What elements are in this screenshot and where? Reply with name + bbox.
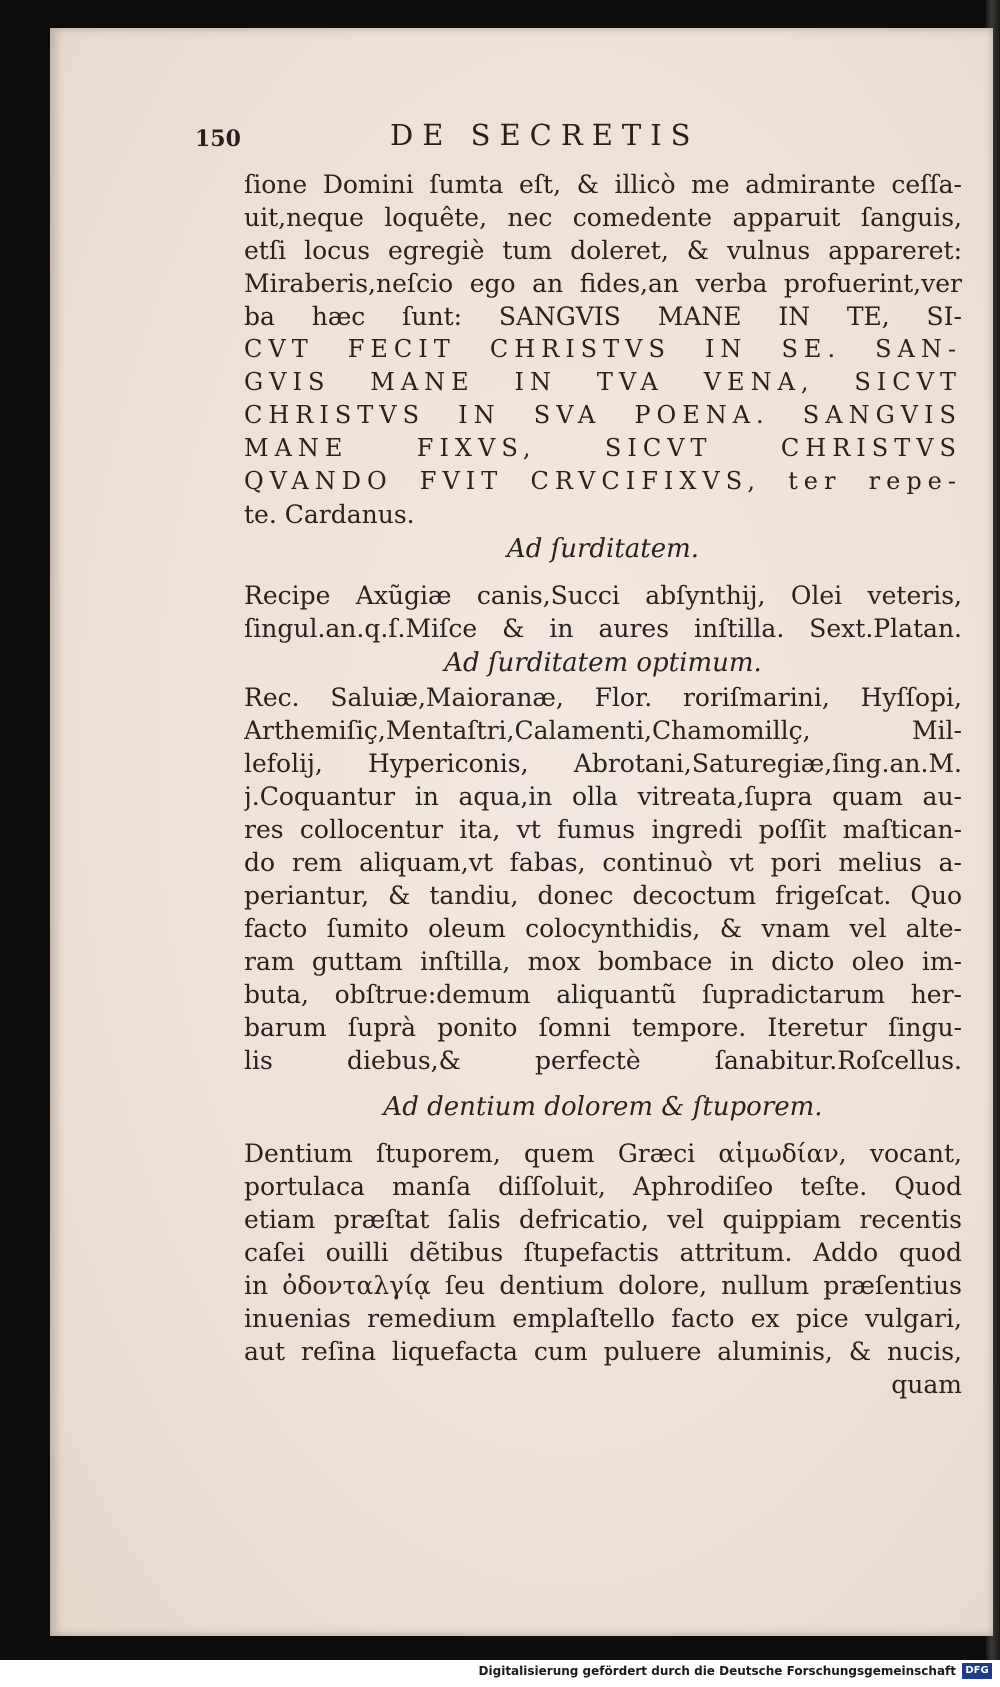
text-line: etiam præſtat ſalis defricatio, vel quippiam recentis bbox=[244, 1205, 962, 1234]
funding-credit: Digitalisierung gefördert durch die Deutsche Forschungsgemeinschaft bbox=[478, 1664, 956, 1678]
incantation-line: MANE FIXVS, SICVT CHRISTVS bbox=[244, 434, 962, 462]
text-line: te. Cardanus. bbox=[244, 500, 415, 529]
text-line: barum ſuprà ponito ſomni tempore. Iteretur ſingu- bbox=[244, 1013, 962, 1042]
text-line: caſei ouilli dẽtibus ſtupefactis attritum. Addo quod bbox=[244, 1238, 962, 1267]
footer-bar bbox=[0, 1660, 1000, 1687]
running-head: DE SECRETIS bbox=[390, 118, 700, 152]
text-line: portulaca manſa diſſoluit, Aphrodiſeo teſte. Quod bbox=[244, 1172, 962, 1201]
text-line: res collocentur ita, vt fumus ingredi poſſit maſtican- bbox=[244, 815, 962, 844]
text-line: Rec. Saluiæ,Maioranæ, Flor. roriſmarini, Hyſſopi, bbox=[244, 683, 962, 712]
text-line: Recipe Axũgiæ canis,Succi abſynthij, Olei veteris, bbox=[244, 581, 962, 610]
incantation-line: CHRISTVS IN SVA POENA. SANGVIS bbox=[244, 401, 962, 429]
text-line: aut reſina liquefacta cum puluere aluminis, & nucis, bbox=[244, 1337, 962, 1366]
page-number: 150 bbox=[195, 126, 241, 152]
text-line: ſingul.an.q.ſ.Miſce & in aures inſtilla. Sext.Platan. bbox=[244, 614, 962, 643]
dfg-logo: DFG bbox=[962, 1663, 992, 1679]
section-heading: Ad ſurditatem optimum. bbox=[444, 648, 762, 678]
text-line: uit,neque loquête, nec comedente apparuit ſanguis, bbox=[244, 203, 962, 232]
text-line: lefolij, Hypericonis, Abrotani,Saturegiæ,ſing.an.M. bbox=[244, 749, 962, 778]
text-line: ſione Domini ſumta eſt, & illicò me admirante ceſſa- bbox=[244, 170, 962, 199]
text-line: etſi locus egregiè tum doleret, & vulnus appareret: bbox=[244, 236, 962, 265]
text-line: buta, obſtrue:demum aliquantũ ſupradictarum her- bbox=[244, 980, 962, 1009]
text-line: do rem aliquam,vt fabas, continuò vt pori melius a- bbox=[244, 848, 962, 877]
body-text bbox=[244, 168, 962, 1401]
text-line: inuenias remedium emplaſtello facto ex pice vulgari, bbox=[244, 1304, 962, 1333]
incantation-line: QVANDO FVIT CRVCIFIXVS, ter repe- bbox=[244, 467, 962, 495]
text-line: Dentium ſtuporem, quem Græci αἱμωδίαν, vocant, bbox=[244, 1139, 962, 1168]
catchword: quam bbox=[891, 1370, 962, 1399]
text-line: ba hæc ſunt: SANGVIS MANE IN TE, SI- bbox=[244, 302, 962, 331]
incantation-line: GVIS MANE IN TVA VENA, SICVT bbox=[244, 368, 962, 396]
text-line: ram guttam inſtilla, mox bombace in dicto oleo im- bbox=[244, 947, 962, 976]
incantation-line: CVT FECIT CHRISTVS IN SE. SAN- bbox=[244, 335, 962, 363]
text-line: Arthemiſiç,Mentaſtri,Calamenti,Chamomillç, Mil- bbox=[244, 716, 962, 745]
text-line: in ὀδονταλγίᾳ ſeu dentium dolore, nullum præſentius bbox=[244, 1271, 962, 1300]
page-header bbox=[195, 118, 785, 158]
text-line: facto ſumito oleum colocynthidis, & vnam vel alte- bbox=[244, 914, 962, 943]
text-line: lis diebus,& perfectè ſanabitur.Roſcellus. bbox=[244, 1046, 962, 1075]
text-line: Miraberis,neſcio ego an fides,an verba profuerint,ver bbox=[244, 269, 962, 298]
section-heading: Ad dentium dolorem & ſtuporem. bbox=[383, 1092, 823, 1122]
text-line: j.Coquantur in aqua,in olla vitreata,ſupra quam au- bbox=[244, 782, 962, 811]
text-line: periantur, & tandiu, donec decoctum frigeſcat. Quo bbox=[244, 881, 962, 910]
section-heading: Ad ſurditatem. bbox=[506, 534, 700, 564]
